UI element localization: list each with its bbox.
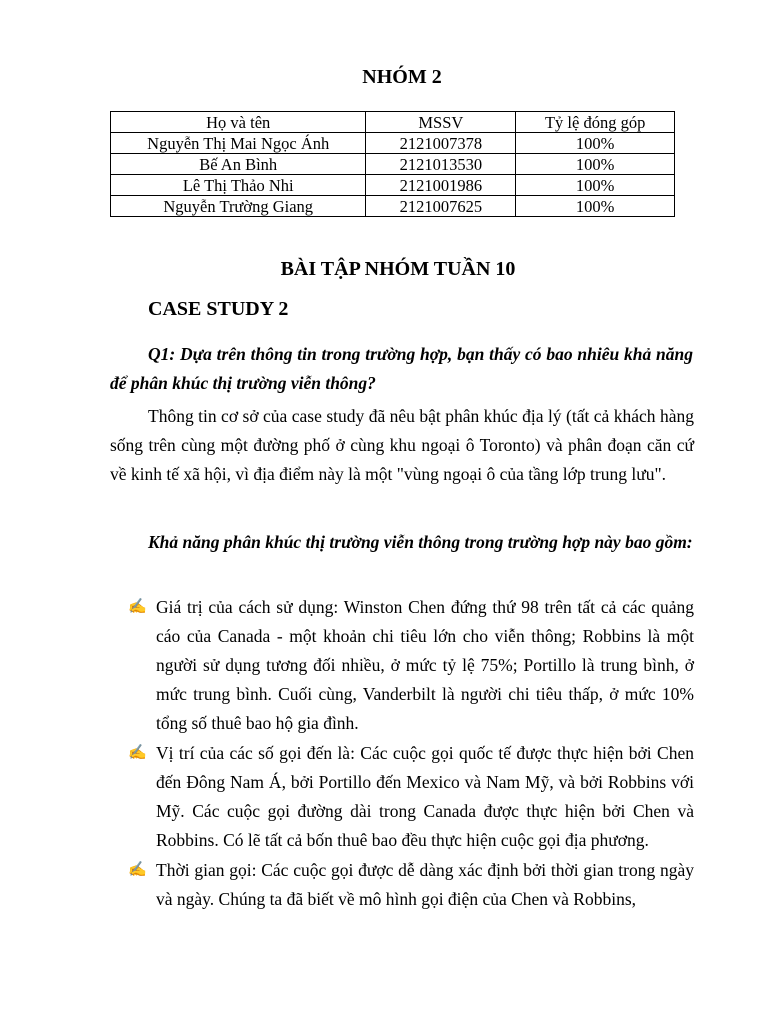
case-study-title: CASE STUDY 2 [148, 298, 289, 320]
writing-hand-icon: ✍ [128, 745, 147, 761]
member-contribution: 100% [516, 133, 675, 154]
writing-hand-icon: ✍ [128, 862, 147, 878]
list-item [128, 593, 694, 738]
question-text: Q1: Dựa trên thông tin trong trường hợp, bạn thấy có bao nhiêu khả năng để phân khúc thị trường viễn thông? [110, 344, 693, 393]
table-header-row [111, 112, 675, 133]
member-student-id: 2121007378 [366, 133, 516, 154]
member-name: Nguyễn Trường Giang [111, 196, 366, 217]
assignment-title: BÀI TẬP NHÓM TUẦN 10 [280, 258, 516, 280]
table-row [111, 196, 675, 217]
table-row [111, 154, 675, 175]
header-contribution: Tỷ lệ đóng góp [516, 112, 675, 133]
segmentation-subheading: Khả năng phân khúc thị trường viễn thông trong trường hợp này bao gồm: [148, 532, 693, 552]
header-student-id: MSSV [366, 112, 516, 133]
member-contribution: 100% [516, 196, 675, 217]
table-row [111, 175, 675, 196]
intro-paragraph: Thông tin cơ sở của case study đã nêu bật phân khúc địa lý (tất cả khách hàng sống trên cùng một đường phố ở cùng khu ngoại ô Toronto) và phân đoạn căn cứ về kinh tế xã hội, vì địa điểm này là một "vùng ngoại ô của tầng lớp trung lưu". [110, 406, 694, 484]
group-title: NHÓM 2 [362, 66, 442, 88]
member-contribution: 100% [516, 175, 675, 196]
member-student-id: 2121013530 [366, 154, 516, 175]
bullet-text: Vị trí của các số gọi đến là: Các cuộc gọi quốc tế được thực hiện bởi Chen đến Đông Nam Á, bởi Portillo đến Mexico và Nam Mỹ, và bởi Robbins với Mỹ. Các cuộc gọi đường dài trong Canada được thực hiện bởi Chen và Robbins. Có lẽ tất cả bốn thuê bao đều thực hiện cuộc gọi địa phương. [156, 743, 694, 850]
members-table [110, 111, 675, 217]
member-contribution: 100% [516, 154, 675, 175]
member-name: Lê Thị Thảo Nhi [111, 175, 366, 196]
member-student-id: 2121001986 [366, 175, 516, 196]
segmentation-bullet-list [128, 593, 694, 915]
member-student-id: 2121007625 [366, 196, 516, 217]
list-item [128, 856, 694, 914]
list-item [128, 739, 694, 855]
table-row [111, 133, 675, 154]
member-name: Nguyễn Thị Mai Ngọc Ánh [111, 133, 366, 154]
header-name: Họ và tên [111, 112, 366, 133]
bullet-text: Giá trị của cách sử dụng: Winston Chen đứng thứ 98 trên tất cả các quảng cáo của Canada - một khoản chi tiêu lớn cho viễn thông; Robbins là một người sử dụng tương đối nhiều, ở mức tỷ lệ 75%; Portillo là trung bình, ở mức trung bình. Cuối cùng, Vanderbilt là người chi tiêu thấp, ở mức 10% tổng số thuê bao hộ gia đình. [156, 597, 694, 733]
member-name: Bế An Bình [111, 154, 366, 175]
writing-hand-icon: ✍ [128, 599, 147, 615]
bullet-text: Thời gian gọi: Các cuộc gọi được dễ dàng xác định bởi thời gian trong ngày và ngày. Chúng ta đã biết về mô hình gọi điện của Chen và Robbins, [156, 860, 694, 909]
